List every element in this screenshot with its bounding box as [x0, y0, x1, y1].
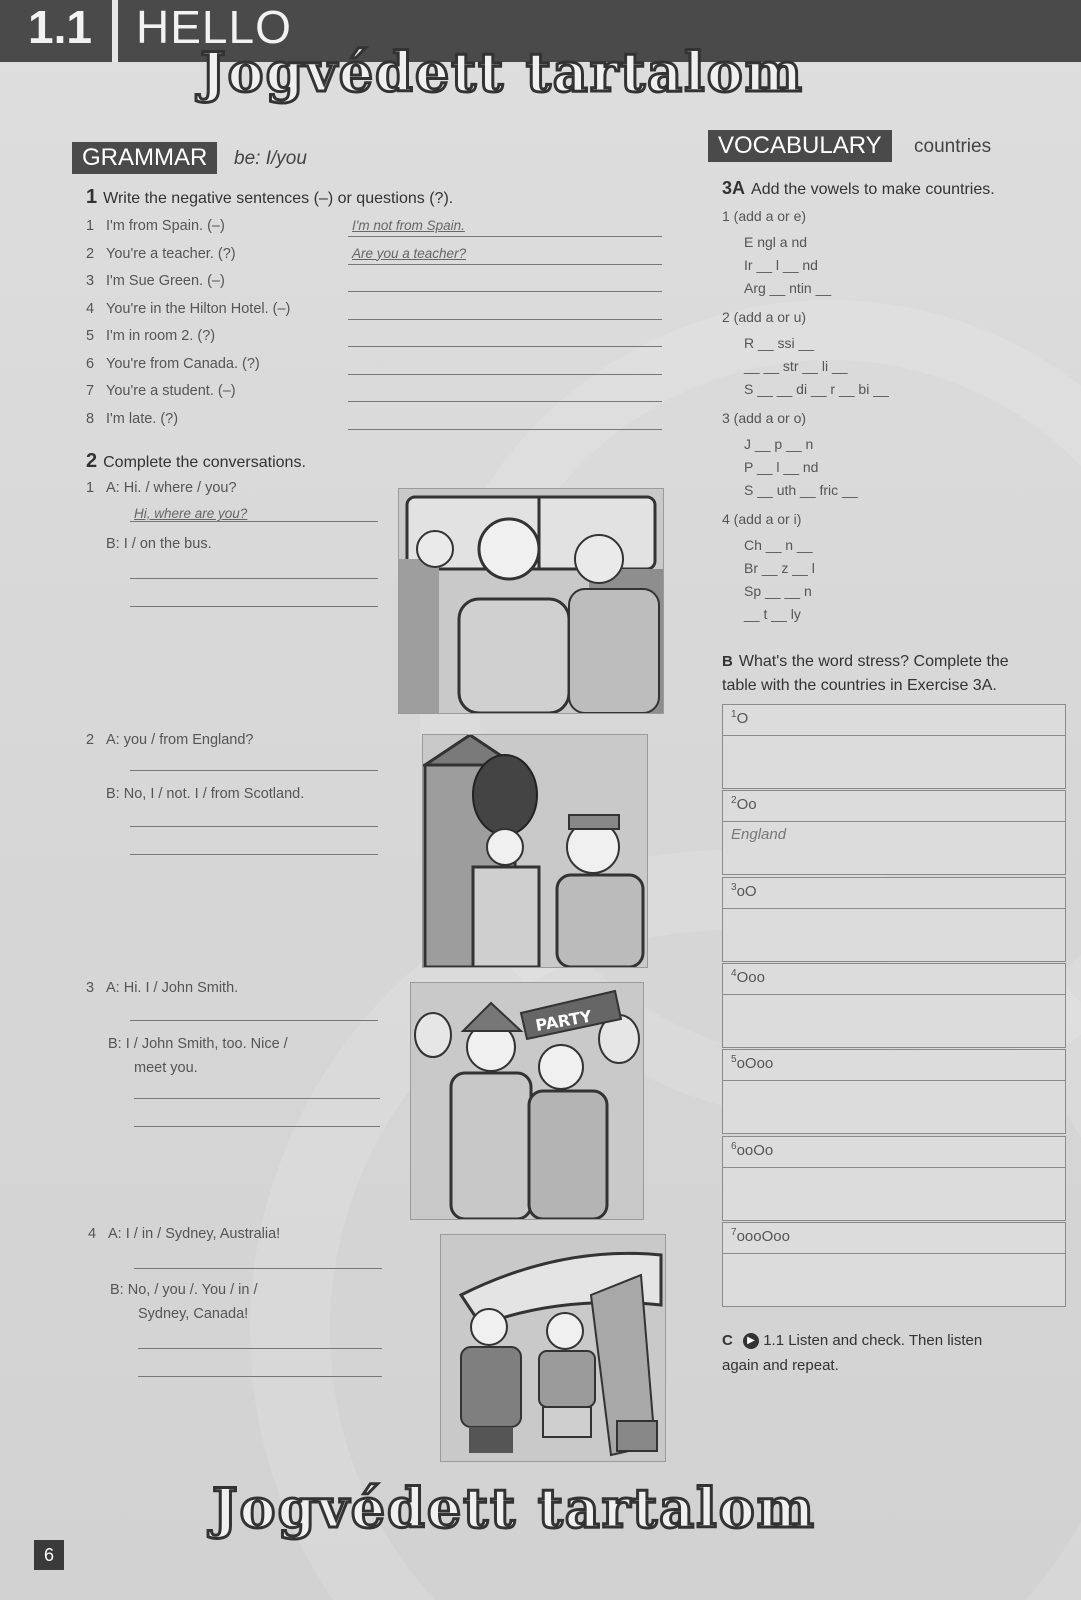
answer-line[interactable]: [348, 429, 662, 430]
item-text: I'm Sue Green. (–): [106, 273, 225, 289]
answer-line[interactable]: [130, 826, 378, 827]
exercise-2-heading: [86, 450, 306, 473]
stress-table-row: [722, 963, 1066, 1048]
answer-line[interactable]: [138, 1348, 382, 1349]
stress-answer-cell[interactable]: [723, 995, 1065, 1047]
party-banner-text: PARTY: [533, 1006, 594, 1036]
pattern-text: oOoo: [736, 1055, 774, 1073]
conversation-3-b-cont: meet you.: [134, 1060, 198, 1076]
exercise-3c-heading: [722, 1328, 982, 1378]
conversation-4-a: [88, 1226, 280, 1242]
country-gap-word[interactable]: P __ l __ nd: [744, 459, 819, 475]
vowel-group-heading: 2 (add a or u): [722, 309, 807, 325]
bus-passengers-illustration: [398, 488, 664, 714]
country-gap-word[interactable]: __ __ str __ li __: [744, 358, 848, 374]
stress-answer-cell[interactable]: [723, 1168, 1065, 1220]
travellers-illustration: [440, 1234, 666, 1462]
item-number: 1: [86, 480, 95, 496]
stress-table-row: [722, 704, 1066, 789]
stress-answer-cell[interactable]: England: [731, 826, 787, 844]
item-text: A: Hi. I / John Smith.: [106, 980, 239, 996]
play-audio-icon[interactable]: ▶: [743, 1333, 759, 1349]
country-gap-word[interactable]: S __ __ di __ r __ bi __: [744, 381, 889, 397]
item-text: A: I / in / Sydney, Australia!: [108, 1226, 281, 1242]
pattern-number: 6: [731, 1140, 737, 1152]
answer-line[interactable]: [348, 236, 662, 237]
item-text: You're a teacher. (?): [106, 245, 236, 262]
conversation-3-a: [86, 980, 238, 996]
exercise-3b-heading: [722, 650, 1009, 698]
exercise-label: B: [722, 653, 733, 670]
country-gap-word[interactable]: Ch __ n __: [744, 537, 813, 553]
pattern-number: 7: [731, 1226, 737, 1238]
country-gap-word[interactable]: Sp __ __ n: [744, 583, 812, 599]
exercise-1-item: [86, 328, 215, 344]
pattern-text: Ooo: [736, 968, 765, 986]
pattern-number: 5: [731, 1054, 737, 1066]
conversation-1-a-answer: Hi, where are you?: [134, 506, 248, 521]
item-text: You're in the Hilton Hotel. (–): [106, 300, 291, 317]
answer-line[interactable]: [348, 346, 662, 347]
stress-answer-cell[interactable]: [723, 736, 1065, 788]
exercise-instruction: Complete the conversations.: [103, 454, 306, 471]
unit-number: 1.1: [28, 1, 92, 53]
watermark-top: Jogvédett tartalom: [200, 40, 804, 104]
unit-divider: [112, 0, 118, 62]
exercise-instruction-line-1: Listen and check. Then listen: [788, 1332, 983, 1349]
stress-pattern: [723, 1223, 1065, 1254]
pattern-text: O: [736, 710, 749, 727]
exercise-1-item: [86, 273, 225, 289]
answer-line[interactable]: [130, 578, 378, 579]
unit-title: HELLO: [136, 1, 292, 53]
item-text: A: you / from England?: [106, 732, 254, 748]
pattern-number: 4: [731, 967, 737, 979]
vocabulary-sublabel: countries: [914, 136, 992, 157]
exercise-1-item: [86, 301, 290, 317]
watermark-bottom: Jogvédett tartalom: [212, 1476, 816, 1540]
conversation-2-b: B: No, I / not. I / from Scotland.: [106, 786, 305, 802]
conversation-4-b: B: No, / you /. You / in /: [110, 1282, 258, 1298]
country-gap-word[interactable]: J __ p __ n: [744, 436, 814, 452]
vowel-group-heading: 4 (add a or i): [722, 511, 802, 527]
item-number: 2: [86, 732, 95, 748]
answer-line[interactable]: [348, 264, 662, 265]
vowel-group-heading: 1 (add a or e): [722, 208, 807, 224]
pattern-number: 2: [731, 795, 737, 807]
conversation-2-a: [86, 732, 254, 748]
exercise-1-item: [86, 383, 236, 399]
conversation-1-a: [86, 480, 237, 496]
stress-pattern: [723, 705, 1065, 736]
exercise-3a-heading: [722, 178, 995, 199]
answer-line[interactable]: [348, 319, 662, 320]
item-number: 5: [86, 328, 95, 344]
item-text: I'm late. (?): [106, 410, 179, 427]
exercise-instruction-line-2: table with the countries in Exercise 3A.: [722, 677, 997, 694]
item-answer: I'm not from Spain.: [352, 218, 465, 233]
item-text: I'm in room 2. (?): [106, 328, 216, 344]
grammar-sublabel: be: I/you: [234, 148, 307, 169]
exercise-1-item: [86, 411, 178, 427]
conversation-4-b-cont: Sydney, Canada!: [138, 1306, 249, 1322]
country-gap-word[interactable]: __ t __ ly: [744, 606, 801, 622]
item-number: 2: [86, 245, 95, 262]
party-men-illustration: [410, 982, 644, 1220]
stress-pattern: [723, 791, 1065, 822]
exercise-1-heading: [86, 186, 453, 209]
stress-pattern: [723, 964, 1065, 995]
item-answer: Are you a teacher?: [352, 245, 467, 261]
stress-answer-cell[interactable]: [723, 1254, 1065, 1306]
exercise-number: 1: [86, 186, 98, 208]
answer-line[interactable]: [130, 770, 378, 771]
item-text: You're from Canada. (?): [106, 355, 260, 372]
answer-line[interactable]: [130, 521, 378, 522]
exercise-1-item: [86, 218, 225, 234]
stress-table-row: [722, 1049, 1066, 1134]
answer-line[interactable]: [134, 1126, 380, 1127]
answer-line[interactable]: [130, 854, 378, 855]
pattern-text: oO: [736, 882, 757, 900]
pattern-text: ooOo: [736, 1141, 774, 1159]
answer-line[interactable]: [134, 1098, 380, 1099]
stress-table-row: [722, 1136, 1066, 1221]
item-text: A: Hi. / where / you?: [106, 480, 237, 496]
item-number: 6: [86, 355, 95, 372]
country-gap-word[interactable]: E ngl a nd: [744, 234, 808, 250]
exercise-instruction: Add the vowels to make countries.: [751, 181, 995, 198]
answer-line[interactable]: [134, 1268, 382, 1269]
item-text: I'm from Spain. (–): [106, 218, 225, 234]
exercise-instruction: Write the negative sentences (–) or questions (?).: [103, 190, 454, 207]
stress-answer-cell[interactable]: [723, 909, 1065, 961]
exercise-number: 3A: [722, 178, 746, 198]
conversation-1-b: B: I / on the bus.: [106, 536, 212, 552]
grammar-label: GRAMMAR: [72, 142, 217, 174]
answer-line[interactable]: [348, 374, 662, 375]
answer-line[interactable]: [130, 606, 378, 607]
conversation-3-b: B: I / John Smith, too. Nice /: [108, 1036, 288, 1052]
country-gap-word[interactable]: Ir __ l __ nd: [744, 257, 818, 273]
exercise-instruction-line-1: What's the word stress? Complete the: [738, 653, 1009, 670]
stress-table-row: [722, 1222, 1066, 1307]
item-number: 4: [88, 1226, 97, 1242]
item-number: 4: [86, 300, 95, 317]
guard-tourist-illustration: [422, 734, 648, 968]
item-text: You're a student. (–): [106, 383, 236, 399]
item-number: 3: [86, 980, 95, 996]
country-gap-word[interactable]: S __ uth __ fric __: [744, 482, 858, 498]
answer-line[interactable]: [348, 291, 662, 292]
item-number: 3: [86, 273, 95, 289]
exercise-number: 2: [86, 450, 98, 472]
pattern-number: 1: [731, 709, 737, 720]
exercise-instruction-line-2: again and repeat.: [722, 1357, 839, 1374]
stress-pattern: [723, 878, 1065, 909]
country-gap-word[interactable]: R __ ssi __: [744, 335, 815, 351]
stress-answer-cell[interactable]: [723, 1081, 1065, 1133]
answer-line[interactable]: [130, 1020, 378, 1021]
exercise-label: C: [722, 1332, 733, 1349]
pattern-number: 3: [731, 881, 737, 893]
vowel-group-heading: 3 (add a or o): [722, 410, 807, 426]
stress-table-row: [722, 877, 1066, 962]
page-number: 6: [34, 1540, 64, 1570]
item-number: 8: [86, 410, 95, 427]
pattern-text: oooOoo: [736, 1227, 790, 1245]
audio-track: 1.1: [763, 1332, 785, 1349]
answer-line[interactable]: [348, 401, 662, 402]
item-number: 7: [86, 383, 95, 399]
item-number: 1: [86, 218, 95, 234]
country-gap-word[interactable]: Arg __ ntin __: [744, 280, 832, 296]
country-gap-word[interactable]: Br __ z __ l: [744, 560, 815, 576]
stress-pattern: [723, 1137, 1065, 1168]
answer-line[interactable]: [138, 1376, 382, 1377]
stress-table-row: [722, 790, 1066, 875]
exercise-1-item: [86, 246, 236, 262]
exercise-1-item: [86, 356, 260, 372]
vocabulary-label: VOCABULARY: [708, 130, 892, 162]
pattern-text: Oo: [736, 796, 757, 814]
stress-pattern: [723, 1050, 1065, 1081]
